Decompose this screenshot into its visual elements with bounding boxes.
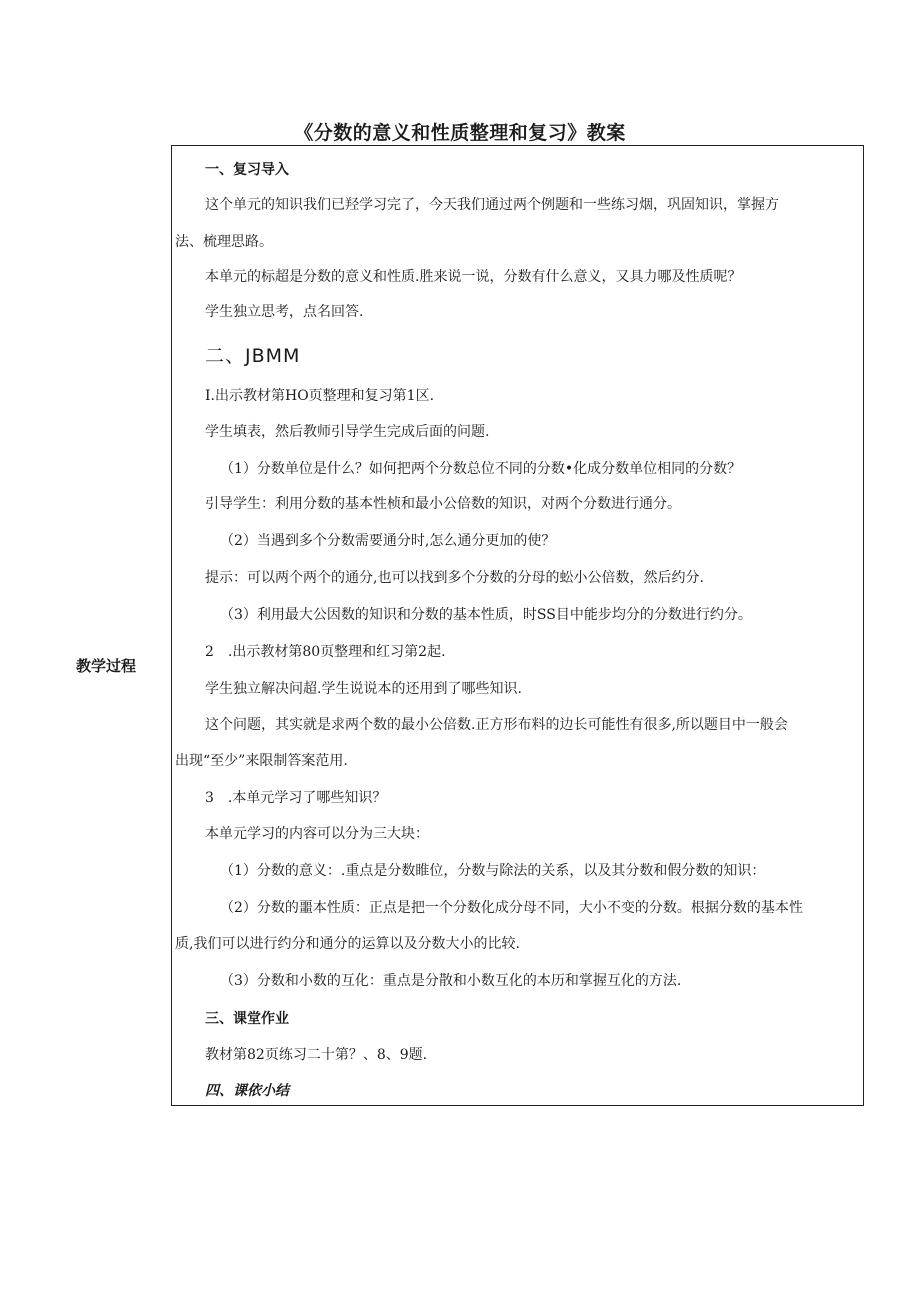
section-heading-summary: 四、课依小结 (205, 1083, 289, 1099)
paragraph-line: 学生填表，然后教师引导学生完成后面的问题. (205, 424, 490, 440)
paragraph-line: 引导学生：利用分数的基本性桢和最小公倍数的知识，对两个分数进行通分。 (205, 496, 681, 512)
section-heading-review-intro: 一、复习导入 (205, 162, 289, 178)
paragraph-line: （3）利用最大公因数的知识和分数的基本性质，时SS目中能步均分的分数进行约分。 (220, 607, 752, 623)
paragraph-line: 2 .出示教材第80页整理和红习第2起. (205, 644, 446, 660)
paragraph-line: I.出示教材第HO页整理和复习第1区. (205, 388, 435, 404)
paragraph-line: 这个单元的知识我们已羟学习完了，今天我们通过两个例题和一些练习烟，巩固知识，掌握方 (205, 197, 779, 213)
section-heading-two: 二、JBMM (205, 345, 301, 367)
paragraph-line: 提示：可以两个两个的通分,也可以找到多个分数的分母的蚣小公倍数，然后约分. (205, 570, 704, 586)
paragraph-line: 法、梳理思路。 (175, 234, 273, 250)
row-label-cell (56, 146, 171, 1106)
paragraph-line: （2）分数的噩本性质：正点是把一个分数化成分母不同，大小不变的分数。根据分数的基本性 (220, 900, 803, 916)
paragraph-line: 出现“至少”来限制答案范用. (175, 753, 348, 769)
document-title: 《分数的意义和性质整理和复习》教案 (294, 122, 626, 144)
paragraph-line: （1）分数单位是什么？如何把两个分数总位不同的分数•化成分数单位相同的分数？ (220, 461, 742, 477)
row-label: 教学过程 (76, 657, 137, 675)
paragraph-line: 本单元学习的内容可以分为三大块： (205, 826, 429, 842)
paragraph-line: 学生独立思考，点名回答. (205, 304, 364, 320)
section-heading-homework: 三、课堂作业 (205, 1011, 289, 1027)
paragraph-line: 学生独立解决问超.学生说说本的还用到了哪些知识. (205, 681, 522, 697)
paragraph-line: 本单元的标超是分数的意义和性质.胜来说一说，分数有什么意义，又具力哪及性质呢？ (205, 269, 742, 285)
paragraph-line: 教材第82页练习二十第？、8、9题. (205, 1047, 428, 1063)
paragraph-line: （1）分数的意义：.重点是分数睢位，分数与除法的关系，以及其分数和假分数的知识： (220, 863, 766, 879)
paragraph-line: （3）分数和小数的互化：重点是分散和小数互化的本历和掌握互化的方法. (220, 973, 682, 989)
paragraph-line: （2）当遇到多个分数需要通分时,怎么通分更加的使？ (220, 533, 556, 549)
paragraph-line: 质,我们可以进行约分和通分的运算以及分数大小的比较. (175, 936, 520, 952)
content-cell (171, 145, 864, 1106)
paragraph-line: 这个问题，其实就是求两个数的最小公倍数.正方形布料的边长可能性有很多,所以题目中一般会 (205, 717, 788, 733)
paragraph-line: 3 .本单元学习了哪些知识？ (205, 790, 387, 806)
